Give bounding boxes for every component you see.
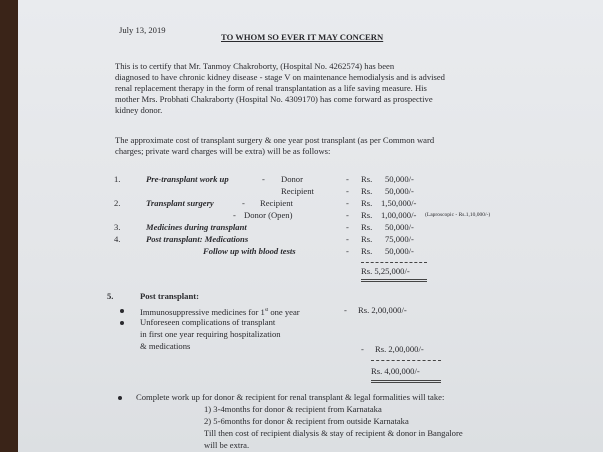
item-rs: Rs. xyxy=(361,210,373,220)
section-5-amount-1: Rs. 2,00,000/- xyxy=(358,305,407,315)
bullet xyxy=(120,309,124,313)
item-note: (Laproscopic - Rs.1,10,000/-) xyxy=(425,212,491,218)
bullet xyxy=(118,396,122,400)
section-5-total: Rs. 4,00,000/- xyxy=(371,366,420,376)
item-dash: - xyxy=(346,198,349,208)
workup-option-1: 1) 3-4months for donor & recipient from Karnataka xyxy=(204,404,382,414)
letter-heading: TO WHOM SO EVER IT MAY CONCERN xyxy=(221,32,384,42)
item-dash: - xyxy=(242,198,245,208)
item-dash: - xyxy=(346,222,349,232)
section-5-title: Post transplant: xyxy=(140,291,199,301)
item-dash: - xyxy=(361,344,364,354)
subtotal-rule xyxy=(361,262,427,263)
bullet xyxy=(120,321,124,325)
item-sub: Recipient xyxy=(281,186,314,196)
cost-intro-line-2: charges; private ward charges will be extra) will be as follows: xyxy=(115,146,331,156)
item-label: Post transplant: Medications xyxy=(146,234,249,244)
item-rs: Rs. xyxy=(361,198,373,208)
item-amount: 50,000/- xyxy=(385,222,414,232)
item-label: Follow up with blood tests xyxy=(203,246,296,256)
intro-line-2: diagnosed to have chronic kidney disease - stage V on maintenance hemodialysis and is advised xyxy=(115,72,445,82)
section-5-line-1: Immunosuppressive medicines for 1st one year xyxy=(140,306,300,317)
item-rs: Rs. xyxy=(361,174,373,184)
intro-line-3: renal replacement therapy in the form of renal transplantation as a life saving measure. His xyxy=(115,83,427,93)
total-rule xyxy=(371,360,441,361)
item-sub: Donor (Open) xyxy=(244,210,293,220)
section-5-line-2b: in first one year requiring hospitalization xyxy=(140,329,281,339)
workup-option-2: 2) 5-6months for donor & recipient from outside Karnataka xyxy=(204,416,409,426)
intro-line-1: This is to certify that Mr. Tanmoy Chakroborty, (Hospital No. 4262574) has been xyxy=(115,61,395,71)
workup-note-1: Till then cost of recipient dialysis & stay of recipient & donor in Bangalore xyxy=(204,428,463,438)
subtotal-amount: Rs. 5,25,000/- xyxy=(361,266,410,276)
item-dash: - xyxy=(262,174,265,184)
item-dash: - xyxy=(346,246,349,256)
section-5-line-2c: & medications xyxy=(140,341,191,351)
subtotal-double-rule xyxy=(361,279,427,282)
intro-line-5: kidney donor. xyxy=(115,105,163,115)
item-number: 1. xyxy=(114,174,121,184)
item-amount: 50,000/- xyxy=(385,174,414,184)
cost-intro-line-1: The approximate cost of transplant surgery & one year post transplant (as per Common ward xyxy=(115,135,435,145)
item-dash: - xyxy=(346,186,349,196)
workup-note-2: will be extra. xyxy=(204,440,250,450)
letter-date: July 13, 2019 xyxy=(119,25,166,35)
item-label: Transplant surgery xyxy=(146,198,214,208)
workup-text: Complete work up for donor & recipient for renal transplant & legal formalities will take: xyxy=(136,392,445,402)
document-page xyxy=(18,0,603,452)
item-amount: 50,000/- xyxy=(385,246,414,256)
item-label: Pre-transplant work up xyxy=(146,174,229,184)
item-rs: Rs. xyxy=(361,186,373,196)
item-amount: 50,000/- xyxy=(385,186,414,196)
item-rs: Rs. xyxy=(361,234,373,244)
item-amount: 1,00,000/- xyxy=(381,210,417,220)
item-number: 3. xyxy=(114,222,121,232)
section-5-line-2a: Unforeseen complications of transplant xyxy=(140,317,276,327)
item-amount: 75,000/- xyxy=(385,234,414,244)
item-amount: 1,50,000/- xyxy=(381,198,417,208)
item-dash: - xyxy=(346,234,349,244)
section-5-amount-2: Rs. 2,00,000/- xyxy=(375,344,424,354)
item-dash: - xyxy=(344,305,347,315)
item-label: Medicines during transplant xyxy=(146,222,247,232)
item-number: 4. xyxy=(114,234,121,244)
item-dash: - xyxy=(233,210,236,220)
item-dash: - xyxy=(346,210,349,220)
total-double-rule xyxy=(371,380,441,383)
item-dash: - xyxy=(346,174,349,184)
section-5-number: 5. xyxy=(107,291,114,301)
item-sub: Donor xyxy=(281,174,303,184)
item-rs: Rs. xyxy=(361,246,373,256)
item-number: 2. xyxy=(114,198,121,208)
item-sub: Recipient xyxy=(260,198,293,208)
item-rs: Rs. xyxy=(361,222,373,232)
intro-line-4: mother Mrs. Probhati Chakraborty (Hospital No. 4309170) has come forward as prospective xyxy=(115,94,433,104)
